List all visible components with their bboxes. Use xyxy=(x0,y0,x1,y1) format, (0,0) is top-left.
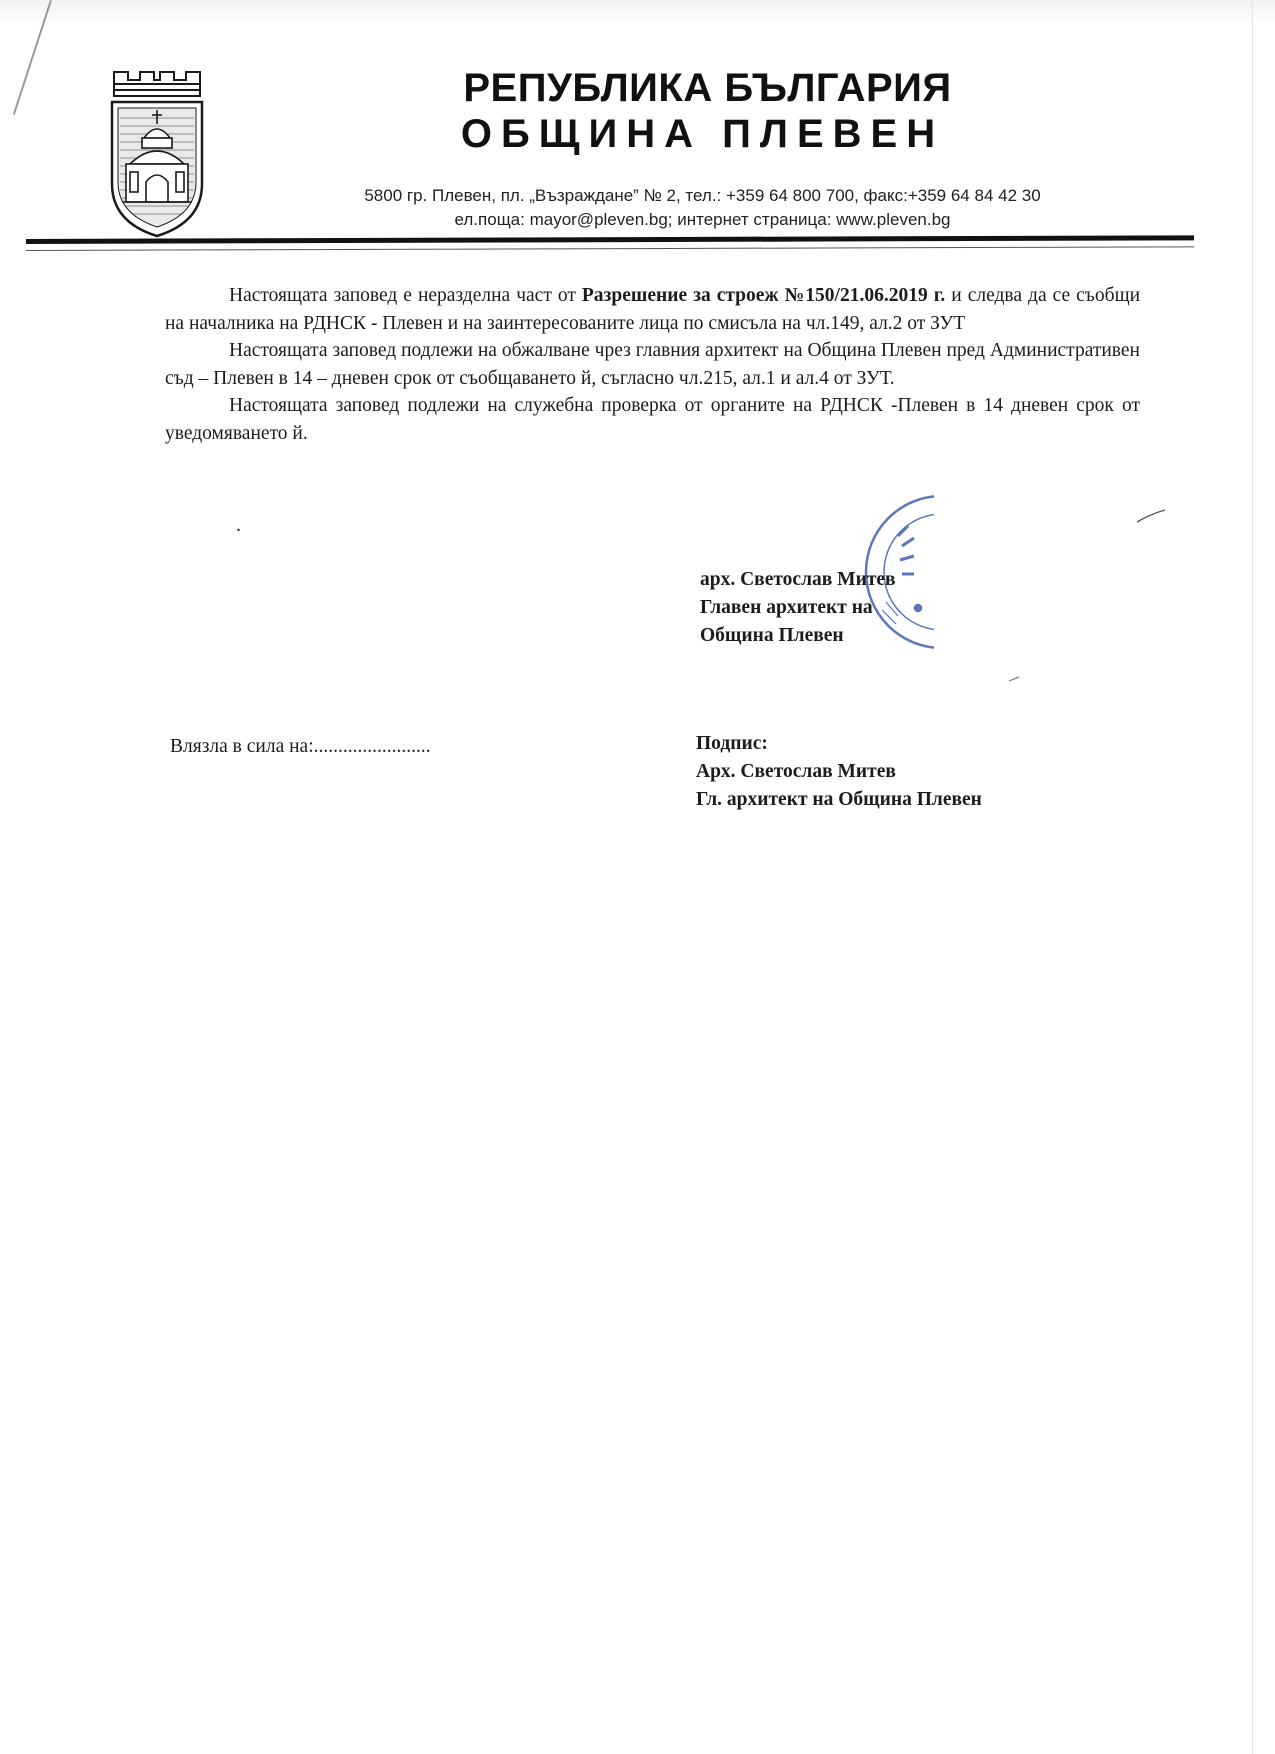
scan-right-edge xyxy=(1252,0,1253,1754)
municipality-title: ОБЩИНА ПЛЕВЕН xyxy=(460,112,945,156)
contact-email-line: ел.поща: mayor@pleven.bg; интернет страница: www.pleven.bg xyxy=(454,210,951,229)
signer-name: арх. Светослав Митев xyxy=(700,569,896,590)
signature-name: Арх. Светослав Митев xyxy=(696,761,896,782)
signature-block xyxy=(696,730,982,814)
scan-top-shadow xyxy=(0,0,1275,26)
header-rule-thin xyxy=(26,246,1194,251)
paragraph-2: Настоящата заповед подлежи на обжалване чрез главния архитект на Община Плевен пред Административен съд – Плевен в 14 – дневен срок от съобщаването й, съгласно чл.215, ал.1 и ал.4 от ЗУТ. xyxy=(165,340,1140,389)
pen-dash-mark xyxy=(1008,676,1020,682)
in-force-line: Влязла в сила на:........................ xyxy=(170,736,431,757)
permit-reference: Разрешение за строеж №150/21.06.2019 г. xyxy=(581,285,946,306)
contact-address-line: 5800 гр. Плевен, пл. „Възраждане” № 2, тел.: +359 64 800 700, факс:+359 64 84 42 30 xyxy=(364,186,1041,205)
paragraph-3: Настоящата заповед подлежи на служебна проверка от органите на РДНСК -Плевен в 14 дневен срок от уведомяването й. xyxy=(165,395,1140,444)
signature-label: Подпис: xyxy=(696,733,768,754)
signer-block xyxy=(700,566,896,650)
order-body xyxy=(165,282,1140,447)
signer-title-2: Община Плевен xyxy=(700,625,844,646)
signature-title: Гл. архитект на Община Плевен xyxy=(696,789,982,810)
paragraph-1: Настоящата заповед е неразделна част от Разрешение за строеж №150/21.06.2019 г. и следва да се съобщи на началника на РДНСК - Плевен и на заинтересованите лица по смисъла на чл.149, ал.2 от ЗУТ xyxy=(165,285,1141,334)
republic-title: РЕПУБЛИКА БЪЛГАРИЯ xyxy=(463,66,952,110)
signer-title-1: Главен архитект на xyxy=(700,597,873,618)
pen-tick-mark xyxy=(1135,508,1167,524)
stray-dot: . xyxy=(236,514,241,536)
